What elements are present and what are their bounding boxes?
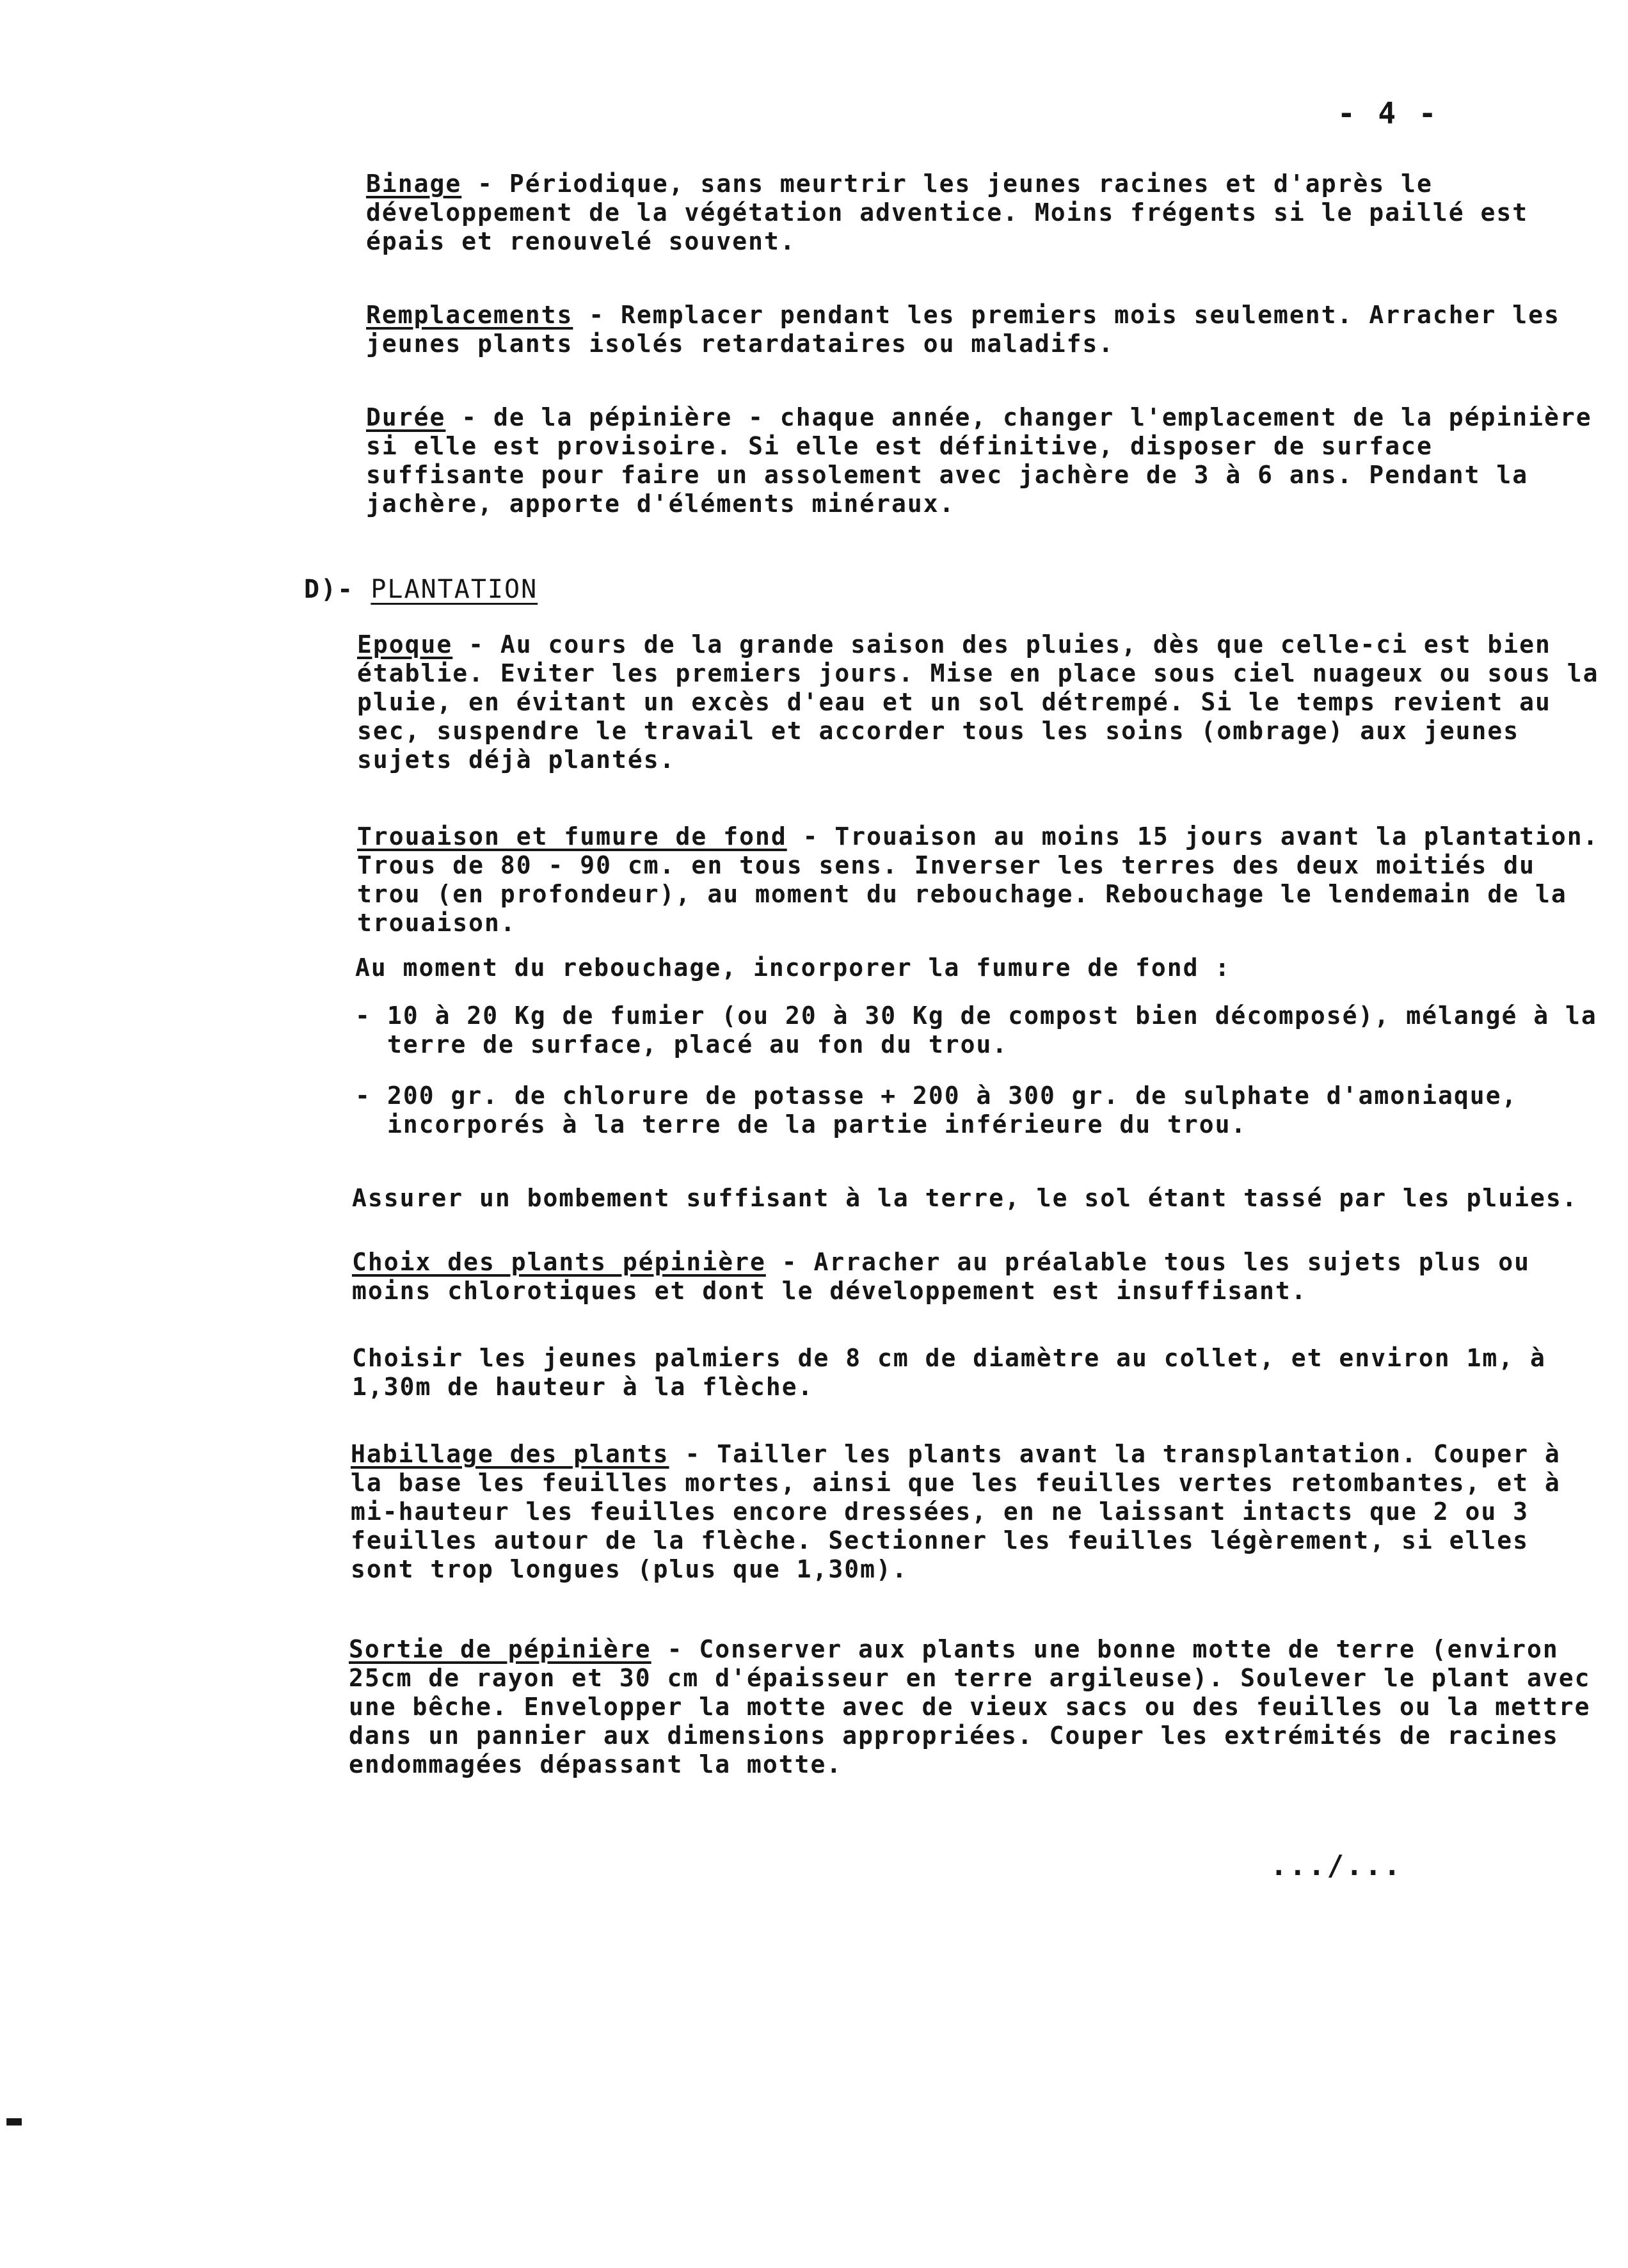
choix-paragraph bbox=[352, 1248, 1600, 1306]
sortie-text: - Conserver aux plants une bonne motte de terre (environ 25cm de rayon et 30 cm d'épaisseur en terre argileuse). Soulever le plant avec une bêche. Envelopper la motte avec de vieux sacs ou des feuilles ou la mettre dans un pannier aux dimensions appropriées. Couper les extrémités de racines endommagées dépassant la motte. bbox=[349, 1635, 1591, 1778]
habillage-paragraph bbox=[351, 1440, 1600, 1584]
epoque-paragraph bbox=[357, 630, 1601, 774]
remplacements-text: - Remplacer pendant les premiers mois seulement. Arracher les jeunes plants isolés retardataires ou maladifs. bbox=[366, 301, 1560, 358]
bullet-text: 200 gr. de chlorure de potasse + 200 à 300 gr. de sulphate d'amoniaque, incorporés à la terre de la partie inférieure du trou. bbox=[387, 1082, 1518, 1138]
duree-heading: Durée bbox=[366, 403, 446, 431]
list-item bbox=[355, 1002, 1599, 1059]
habillage-heading: Habillage des plants bbox=[351, 1440, 669, 1468]
trouaison-heading: Trouaison et fumure de fond bbox=[357, 822, 787, 850]
sortie-heading: Sortie de pépinière bbox=[349, 1635, 651, 1663]
margin-scan-mark: ▬ bbox=[6, 2105, 22, 2135]
binage-paragraph bbox=[366, 170, 1601, 256]
continuation-mark: .../... bbox=[1270, 1849, 1403, 1882]
sortie-paragraph bbox=[349, 1635, 1600, 1779]
section-label: D)- bbox=[304, 575, 355, 604]
bullet-mark: - bbox=[355, 1002, 371, 1030]
duree-text: - de la pépinière - chaque année, changer l'emplacement de la pépinière si elle est provisoire. Si elle est définitive, disposer de surface suffisante pour faire un assolement avec jachère de 3 à 6 ans. Pendant la jachère, apporte d'éléments minéraux. bbox=[366, 403, 1592, 518]
habillage-text: - Tailler les plants avant la transplantation. Couper à la base les feuilles mortes, ainsi que les feuilles vertes retombantes, et à mi-hauteur les feuilles encore dressées, en ne laissant intacts que 2 ou 3 feuilles autour de la flèche. Sectionner les feuilles légèrement, si elles sont trop longues (plus que 1,30m). bbox=[351, 1440, 1561, 1583]
epoque-text: - Au cours de la grande saison des pluies, dès que celle-ci est bien établie. Eviter les premiers jours. Mise en place sous ciel nuageux ou sous la pluie, en évitant un excès d'eau et un sol détrempé. Si le temps revient au sec, suspendre le travail et accorder tous les soins (ombrage) aux jeunes sujets déjà plantés. bbox=[357, 630, 1599, 774]
duree-paragraph bbox=[366, 403, 1601, 518]
choisir-paragraph: Choisir les jeunes palmiers de 8 cm de diamètre au collet, et environ 1m, à 1,30m de hauteur à la flèche. bbox=[352, 1344, 1546, 1401]
epoque-heading: Epoque bbox=[357, 630, 453, 659]
remplacements-paragraph bbox=[366, 301, 1601, 358]
bullet-mark: - bbox=[355, 1082, 371, 1110]
bullet-text: 10 à 20 Kg de fumier (ou 20 à 30 Kg de compost bien décomposé), mélangé à la terre de surface, placé au fon du trou. bbox=[387, 1002, 1597, 1058]
page-number: - 4 - bbox=[1337, 96, 1439, 131]
choix-text: - Arracher au préalable tous les sujets plus ou moins chlorotiques et dont le développement est insuffisant. bbox=[352, 1248, 1530, 1305]
binage-heading: Binage bbox=[366, 170, 462, 198]
binage-text: - Périodique, sans meurtrir les jeunes racines et d'après le développement de la végétation adventice. Moins frégents si le paillé est épais et renouvelé souvent. bbox=[366, 170, 1529, 255]
section-title: PLANTATION bbox=[371, 575, 538, 604]
section-heading bbox=[304, 575, 538, 604]
list-item bbox=[355, 1082, 1599, 1139]
bombement-paragraph: Assurer un bombement suffisant à la terre, le sol étant tassé par les pluies. bbox=[352, 1184, 1578, 1212]
trouaison-paragraph bbox=[357, 822, 1601, 938]
remplacements-heading: Remplacements bbox=[366, 301, 573, 329]
fumure-intro: Au moment du rebouchage, incorporer la fumure de fond : bbox=[355, 954, 1231, 982]
choix-heading: Choix des plants pépinière bbox=[352, 1248, 766, 1276]
trouaison-text: - Trouaison au moins 15 jours avant la plantation. Trous de 80 - 90 cm. en tous sens. Inverser les terres des deux moitiés du trou (en profondeur), au moment du rebouchage. Rebouchage le lendemain de la trouaison. bbox=[357, 822, 1599, 937]
